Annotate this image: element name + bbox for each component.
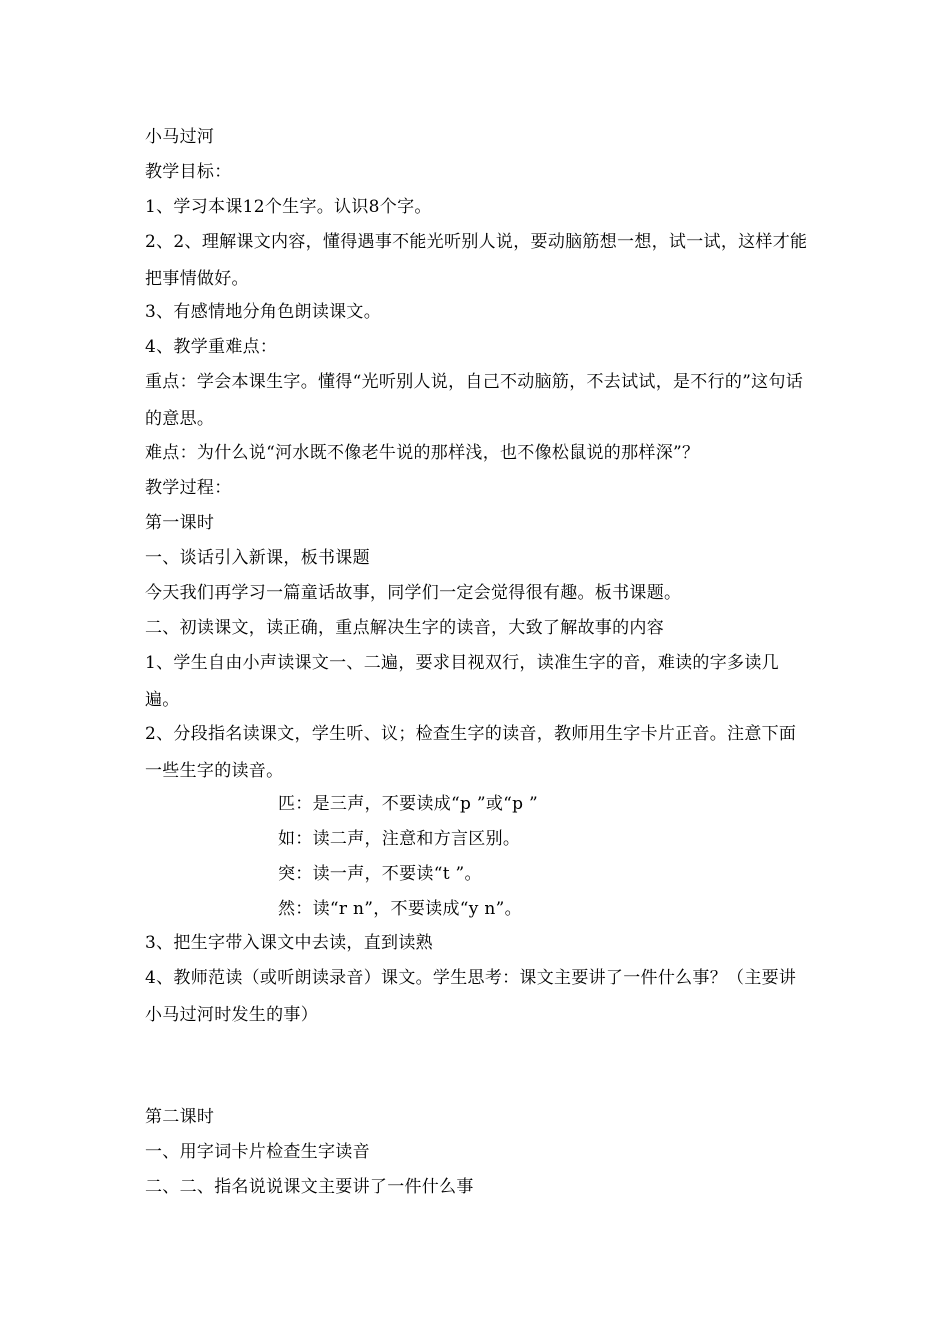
pronunciation-note-2: 如：读二声，注意和方言区别。 — [278, 829, 521, 849]
lesson-1-step-2-item-4: 4、教师范读（或听朗读录音）课文。学生思考：课文主要讲了一件什么事？（主要讲小马过河时发生的事） — [145, 968, 797, 1025]
difficult-point: 难点：为什么说“河水既不像老牛说的那样浅，也不像松鼠说的那样深”？ — [145, 443, 700, 463]
process-heading: 教学过程： — [145, 478, 232, 498]
lesson-2-heading: 第二课时 — [145, 1107, 215, 1127]
lesson-1-step-2-item-3: 3、把生字带入课文中去读，直到读熟 — [145, 933, 433, 953]
lesson-1-step-2-item-1: 1、学生自由小声读课文一、二遍，要求目视双行，读准生字的音，难读的字多读几遍。 — [145, 653, 779, 710]
lesson-1-step-1: 一、谈话引入新课，板书课题 — [145, 548, 370, 568]
pronunciation-note-4: 然：读“r n”，不要读成“y n”。 — [278, 899, 522, 919]
key-point: 重点：学会本课生字。懂得“光听别人说，自己不动脑筋，不去试试，是不行的”这句话的意思。 — [145, 372, 804, 429]
pronunciation-note-1: 匹：是三声，不要读成“p ”或“p ” — [278, 794, 539, 814]
lesson-2-step-1: 一、用字词卡片检查生字读音 — [145, 1142, 370, 1162]
document-title: 小马过河 — [145, 127, 215, 147]
lesson-1-step-1-text: 今天我们再学习一篇童话故事，同学们一定会觉得很有趣。板书课题。 — [145, 583, 682, 603]
lesson-1-heading: 第一课时 — [145, 513, 215, 533]
objective-1: 1、学习本课12个生字。认识8个字。 — [145, 197, 432, 217]
objective-3: 3、有感情地分角色朗读课文。 — [145, 302, 382, 322]
lesson-2-step-2: 二、二、指名说说课文主要讲了一件什么事 — [145, 1177, 474, 1197]
objective-4: 4、教学重难点： — [145, 337, 278, 357]
pronunciation-note-3: 突：读一声，不要读“t ”。 — [278, 864, 482, 884]
objectives-heading: 教学目标： — [145, 162, 232, 182]
objective-2: 2、2、理解课文内容，懂得遇事不能光听别人说，要动脑筋想一想，试一试，这样才能把事情做好。 — [145, 232, 808, 289]
lesson-1-step-2-item-2: 2、分段指名读课文，学生听、议；检查生字的读音，教师用生字卡片正音。注意下面一些生字的读音。 — [145, 724, 797, 781]
lesson-1-step-2: 二、初读课文，读正确，重点解决生字的读音，大致了解故事的内容 — [145, 618, 664, 638]
